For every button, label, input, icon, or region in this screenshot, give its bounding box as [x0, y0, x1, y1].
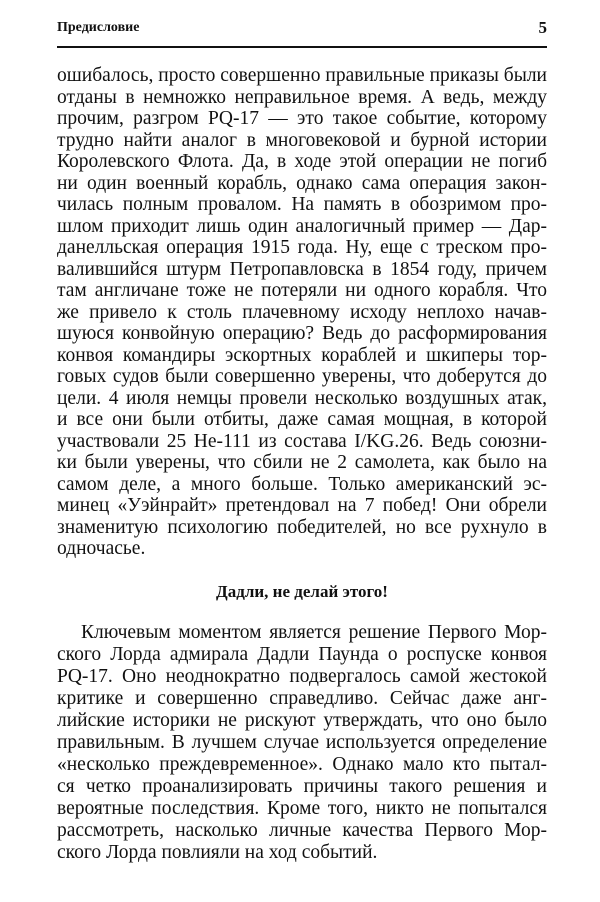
text-line: критике и совершенно справедливо. Сейчас даже анг-: [57, 688, 547, 709]
text-line: конвоя командиры эскортных кораблей и шкиперы тор-: [57, 344, 547, 366]
text-line: вероятные последствия. Кроме того, никто не попытался: [57, 798, 547, 819]
section-heading: Дадли, не делай этого!: [216, 582, 388, 601]
body-paragraph-2: [57, 622, 547, 864]
text-line: говых судов были совершенно уверены, что доберутся до: [57, 366, 547, 387]
text-line: валившийся штурм Петропавловска в 1854 году, причем: [57, 258, 547, 280]
body-paragraph-1: [57, 65, 547, 560]
text-line: и все они были отбиты, даже самая мощная, в которой: [57, 409, 547, 430]
text-line: лийские историки не рискуют утверждать, что оно было: [57, 710, 547, 731]
text-line: Королевского Флота. Да, в ходе этой операции не погиб: [57, 151, 547, 172]
text-line: PQ-17. Оно неоднократно подвергалось самой жестокой: [57, 666, 547, 687]
text-line: отданы в немножко неправильное время. А ведь, между: [57, 86, 547, 108]
text-line: цели. 4 июля немцы провели несколько воздушных атак,: [57, 387, 547, 409]
running-header: [57, 20, 547, 40]
text-line: рассмотреть, насколько личные качества Первого Мор-: [57, 820, 547, 841]
text-line: ского Лорда повлияли на ход событий.: [57, 842, 378, 863]
text-line: «несколько преждевременное». Однако мало кто пытал-: [57, 754, 547, 775]
text-line: Ключевым моментом является решение Первого Мор-: [81, 622, 547, 643]
text-line: знаменитую психологию победителей, но все рухнуло в: [57, 516, 547, 538]
text-line: шлом приходит лишь один аналогичный пример — Дар-: [57, 215, 547, 237]
header-rule: [57, 46, 547, 48]
text-line: ошибалось, просто совершенно правильные приказы были: [57, 65, 547, 86]
text-line: одночасье.: [57, 538, 146, 559]
text-line: минец «Уэйнрайт» претендовал на 7 побед! Они обрели: [57, 495, 547, 516]
text-line: же привело к столь плачевному исходу неплохо начав-: [57, 301, 547, 323]
text-line: ки были уверены, что сбили не 2 самолета, как было на: [57, 452, 547, 473]
text-line: шуюся конвойную операцию? Ведь до расформирования: [57, 323, 547, 344]
text-line: ся четко проанализировать причины такого решения и: [57, 776, 547, 797]
text-line: ского Лорда адмирала Дадли Паунда о роспуске конвоя: [57, 644, 547, 665]
text-line: прочим, разгром PQ-17 — это такое событие, которому: [57, 108, 547, 129]
text-line: самом деле, а много больше. Только американский эс-: [57, 473, 547, 495]
page-number: 5: [538, 18, 547, 37]
text-line: чилась полным провалом. На память в обозримом про-: [57, 194, 547, 215]
text-line: участвовали 25 Не-111 из состава I/KG.26. Ведь союзни-: [57, 430, 547, 452]
text-line: правильным. В лучшем случае используется определение: [57, 732, 547, 753]
text-line: трудно найти аналог в многовековой и бурной истории: [57, 129, 547, 151]
section-title: Предисловие: [57, 20, 140, 35]
text-line: ни один военный корабль, однако сама операция закон-: [57, 172, 547, 194]
text-line: данелльская операция 1915 года. Ну, еще с треском про-: [57, 237, 547, 258]
text-line: там англичане тоже не потеряли ни одного корабля. Что: [57, 280, 547, 301]
